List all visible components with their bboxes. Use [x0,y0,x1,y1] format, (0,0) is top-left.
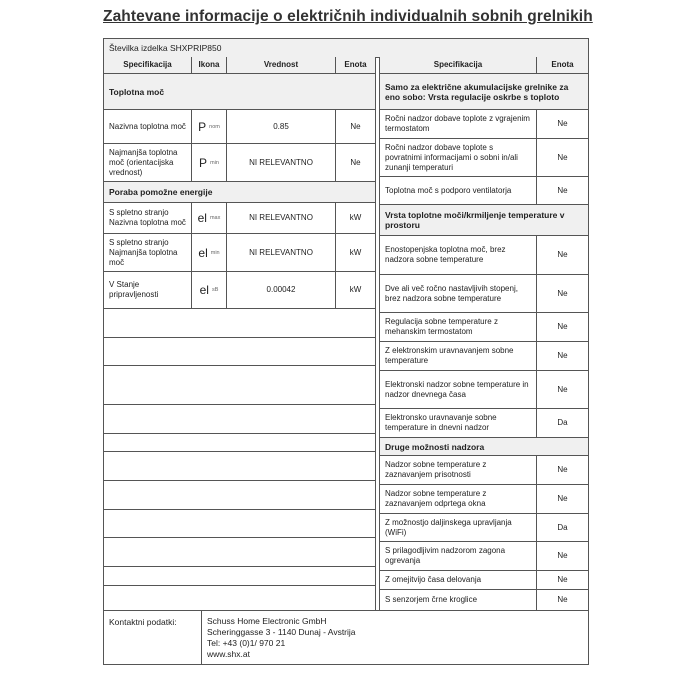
empty-row [104,452,375,481]
section-storage-heaters: Samo za električne akumulacijske grelnike za eno sobo: Vrsta regulacije oskrbe s toploto [380,74,588,110]
contact-details [201,611,356,664]
section-aux-energy: Poraba pomožne energije [104,182,375,203]
table-row: Nadzor sobne temperature z zaznavanjem prisotnosti Ne [380,456,588,485]
table-row: Elektronsko uravnavanje sobne temperature in dnevni nadzor Da [380,409,588,438]
table-row: Ročni nadzor dobave toplote s povratnimi informacijami o sobni in/ali zunanji temperaturi Ne [380,139,588,177]
header-spec: Specifikacija [433,60,483,69]
table-row: Ročni nadzor dobave toplote z vgrajenim termostatom Ne [380,110,588,139]
el-min-icon: el min [191,234,226,271]
table-row: Elektronski nadzor sobne temperature in nadzor dnevnega časa Ne [380,371,588,409]
empty-row [104,309,375,338]
table-row: S senzorjem črne kroglice Ne [380,590,588,610]
section-heat-output-type: Vrsta toplotne moči/krmiljenje temperature v prostoru [380,205,588,236]
header-unit: Enota [335,57,375,73]
left-header-row [104,57,375,74]
table-row: Z elektronskim uravnavanjem sobne temperature Ne [380,342,588,371]
p-min-icon: P min [191,144,226,181]
info-table [103,38,589,665]
table-row: Enostopenjska toplotna moč, brez nadzora sobne temperature Ne [380,236,588,275]
empty-row [104,366,375,405]
contact-company: Schuss Home Electronic GmbH [207,616,327,626]
empty-row [104,405,375,434]
header-unit: Enota [536,57,588,73]
header-icon: Ikona [191,57,226,73]
contact-section [104,610,588,664]
contact-label: Kontaktni podatki: [109,617,177,627]
empty-row [104,510,375,538]
table-row: Z omejitvijo časa delovanja Ne [380,571,588,590]
right-header-row [380,57,588,74]
table-row: V Stanje pripravljenosti el sB 0.00042 kW [104,272,375,309]
table-row: S spletno stranjo Najmanjša toplotna moč el min NI RELEVANTNO kW [104,234,375,272]
empty-row [104,538,375,567]
empty-row [104,434,375,452]
empty-row [104,567,375,586]
p-nom-icon: P nom [191,110,226,143]
product-number: Številka izdelka SHXPRIP850 [104,39,588,58]
empty-row [104,338,375,366]
table-row: S spletno stranjo Nazivna toplotna moč el max NI RELEVANTNO kW [104,203,375,234]
table-row: Najmanjša toplotna moč (orientacijska vrednost) P min NI RELEVANTNO Ne [104,144,375,182]
contact-phone: Tel: +43 (0)1/ 970 21 [207,638,286,648]
section-heat-output: Toplotna moč [104,74,375,110]
header-value: Vrednost [226,57,335,73]
table-row: Z možnostjo daljinskega upravljanja (WiFi) Da [380,514,588,542]
empty-row [104,481,375,510]
contact-website: www.shx.at [207,649,250,659]
table-row: Regulacija sobne temperature z mehanskim termostatom Ne [380,313,588,342]
table-row: Nadzor sobne temperature z zaznavanjem odprtega okna Ne [380,485,588,514]
table-row: Dve ali več ročno nastavljivih stopenj, brez nadzora sobne temperature Ne [380,275,588,313]
table-row: S prilagodljivim nadzorom zagona ogrevanja Ne [380,542,588,571]
header-spec: Specifikacija [123,60,172,69]
contact-address: Scheringgasse 3 - 1140 Dunaj - Avstrija [207,627,356,637]
table-row: Nazivna toplotna moč P nom 0.85 Ne [104,110,375,144]
empty-row [104,586,375,610]
table-row: Toplotna moč s podporo ventilatorja Ne [380,177,588,205]
el-max-icon: el max [191,203,226,233]
document-title: Zahtevane informacije o električnih individualnih sobnih grelnikih [103,8,593,25]
el-sb-icon: el sB [191,272,226,308]
section-other-controls: Druge možnosti nadzora [380,438,588,456]
